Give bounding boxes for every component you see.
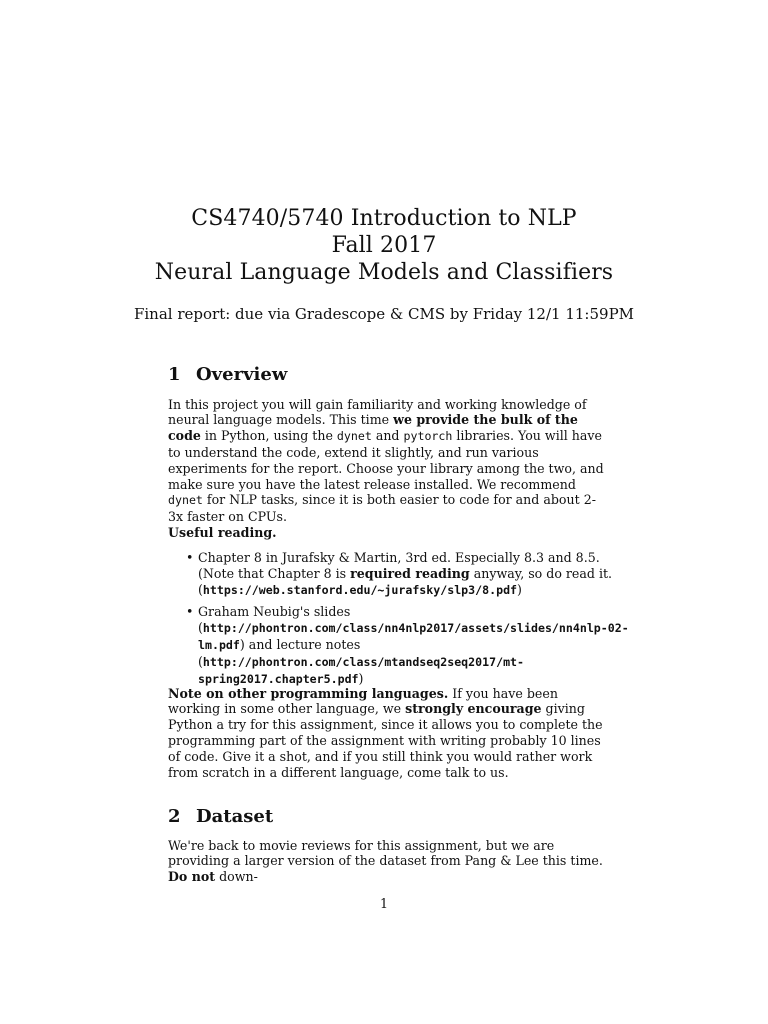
section-title: Dataset bbox=[196, 806, 274, 827]
url-link[interactable]: https://web.stanford.edu/~jurafsky/slp3/8.pdf bbox=[202, 582, 518, 597]
url-link[interactable]: http://phontron.com/class/nn4nlp2017/assets/slides/nn4nlp-02-lm.pdf bbox=[198, 621, 629, 652]
section-heading-dataset bbox=[168, 806, 273, 827]
text-run: giving Python a try for this assignment, since it allows you to complete the programming part of the assignment with writing probably 10 lines of code. Give it a shot, and if you still think you would rather work from scratch in a different language, come talk to us. bbox=[168, 701, 603, 780]
title-block bbox=[0, 205, 768, 286]
section-heading-overview bbox=[168, 364, 287, 385]
code-dynet: dynet bbox=[168, 493, 203, 508]
due-date-line: Final report: due via Gradescope & CMS by Friday 12/1 11:59PM bbox=[133, 305, 635, 323]
text-run: ) and lecture notes ( bbox=[198, 636, 361, 669]
text-run: Graham Neubig's slides ( bbox=[198, 604, 351, 636]
text-run: Chapter 8 in Jurafsky & Martin, 3rd ed. Especially 8.3 and 8.5. (Note that Chapter 8 is bbox=[198, 550, 600, 581]
text-run: for NLP tasks, since it is both easier to code for and about 2-3x faster on CPUs. bbox=[168, 492, 596, 525]
section-number: 2 bbox=[168, 806, 181, 827]
text-run: and bbox=[371, 428, 404, 444]
dataset-paragraph bbox=[168, 838, 604, 885]
bullet-icon: • bbox=[186, 550, 194, 565]
semester: Fall 2017 bbox=[331, 233, 437, 258]
assignment-title: Neural Language Models and Classifiers bbox=[154, 260, 614, 285]
url-link[interactable]: http://phontron.com/class/mtandseq2seq2017/mt-spring2017.chapter5.pdf bbox=[198, 654, 525, 686]
text-run: ) bbox=[358, 670, 364, 686]
course-title: CS4740/5740 Introduction to NLP bbox=[191, 206, 577, 231]
text-run: anyway, so do read it. ( bbox=[198, 565, 613, 597]
emphasis-text: strongly encourage bbox=[405, 701, 542, 717]
overview-paragraph bbox=[168, 397, 604, 525]
list-item bbox=[168, 550, 638, 598]
emphasis-text: Do not bbox=[168, 869, 216, 885]
emphasis-text: required reading bbox=[350, 565, 470, 581]
useful-reading-label: Useful reading. bbox=[168, 524, 277, 540]
text-run: In this project you will gain familiarity and working knowledge of neural language models. This time bbox=[168, 396, 587, 428]
programming-language-note bbox=[168, 686, 604, 781]
section-title: Overview bbox=[196, 364, 288, 385]
page-number: 1 bbox=[379, 896, 388, 911]
bullet-icon: • bbox=[186, 604, 194, 620]
useful-reading-heading bbox=[168, 525, 604, 541]
text-run: libraries. You will have to understand the code, extend it slightly, and run various experiments for the report. Choose your library among the two, and make sure you have the latest release installed. We recommend bbox=[168, 428, 604, 492]
emphasis-text: we provide the bulk of the code bbox=[168, 412, 578, 444]
code-pytorch: pytorch bbox=[403, 429, 453, 444]
text-run: ) bbox=[517, 581, 522, 597]
note-heading: Note on other programming languages. bbox=[168, 685, 449, 701]
text-run: in Python, using the bbox=[200, 428, 337, 444]
text-run: If you have been working in some other language, we bbox=[168, 685, 558, 717]
text-run: We're back to movie reviews for this assignment, but we are providing a larger version of the dataset from Pang & Lee this time. bbox=[168, 837, 603, 869]
reading-list bbox=[168, 550, 638, 693]
code-dynet: dynet bbox=[336, 429, 372, 444]
list-item bbox=[168, 604, 638, 687]
text-run: down- bbox=[215, 869, 258, 885]
section-number: 1 bbox=[168, 364, 181, 385]
